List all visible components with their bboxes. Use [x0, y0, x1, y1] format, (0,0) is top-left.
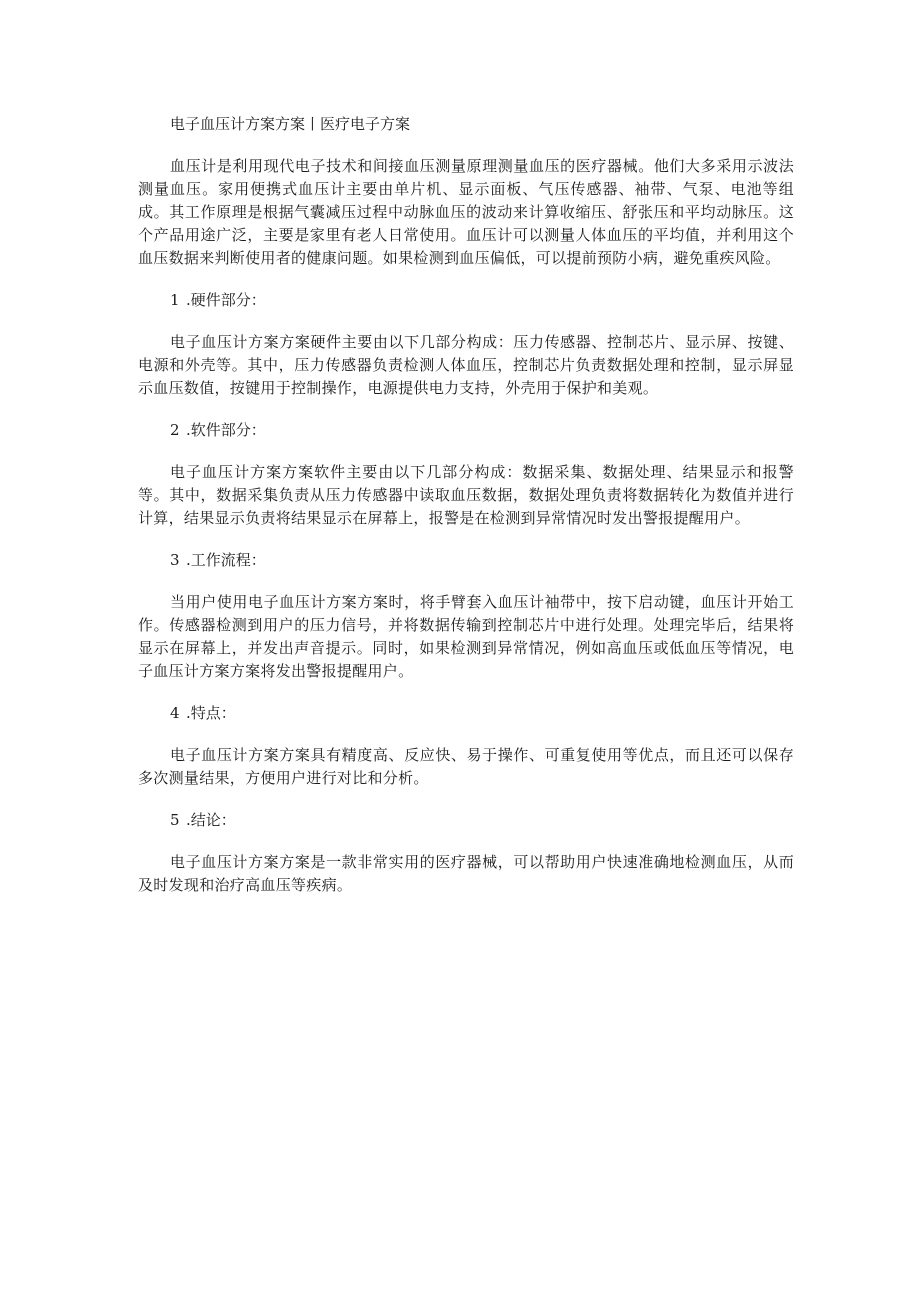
- section-heading-text: .软件部分：: [186, 421, 266, 439]
- document-body: [138, 113, 794, 916]
- section-number: 2: [170, 421, 180, 439]
- section-heading-workflow: [138, 549, 794, 572]
- section-heading-software: [138, 419, 794, 442]
- section-body-conclusion: 电子血压计方案方案是一款非常实用的医疗器械，可以帮助用户快速准确地检测血压，从而及时发现和治疗高血压等疾病。: [138, 853, 794, 894]
- section-heading-features: [138, 702, 794, 725]
- section-number: 4: [170, 704, 180, 722]
- section-heading-conclusion: [138, 809, 794, 832]
- intro-paragraph: 血压计是利用现代电子技术和间接血压测量原理测量血压的医疗器械。他们大多采用示波法测量血压。家用便携式血压计主要由单片机、显示面板、气压传感器、袖带、气泵、电池等组成。其工作原理是根据气囊减压过程中动脉血压的波动来计算收缩压、舒张压和平均动脉压。这个产品用途广泛，主要是家里有老人日常使用。血压计可以测量人体血压的平均值，并利用这个血压数据来判断使用者的健康问题。如果检测到血压偏低，可以提前预防小病，避免重疾风险。: [138, 157, 794, 267]
- section-heading-text: .硬件部分：: [186, 291, 266, 309]
- section-number: 5: [170, 811, 180, 829]
- section-heading-text: .结论：: [186, 811, 236, 829]
- section-number: 3: [170, 551, 180, 569]
- section-body-features: 电子血压计方案方案具有精度高、反应快、易于操作、可重复使用等优点，而且还可以保存多次测量结果，方便用户进行对比和分析。: [138, 746, 794, 787]
- section-number: 1: [170, 291, 180, 309]
- document-title: 电子血压计方案方案丨医疗电子方案: [170, 115, 411, 133]
- section-heading-text: .特点：: [186, 704, 236, 722]
- section-heading-hardware: [138, 289, 794, 312]
- section-heading-text: .工作流程：: [186, 551, 266, 569]
- section-body-software: 电子血压计方案方案软件主要由以下几部分构成：数据采集、数据处理、结果显示和报警等。其中，数据采集负责从压力传感器中读取血压数据，数据处理负责将数据转化为数值并进行计算，结果显示负责将结果显示在屏幕上，报警是在检测到异常情况时发出警报提醒用户。: [138, 463, 794, 527]
- section-body-hardware: 电子血压计方案方案硬件主要由以下几部分构成：压力传感器、控制芯片、显示屏、按键、电源和外壳等。其中，压力传感器负责检测人体血压，控制芯片负责数据处理和控制，显示屏显示血压数值，按键用于控制操作，电源提供电力支持，外壳用于保护和美观。: [138, 333, 794, 397]
- section-body-workflow: 当用户使用电子血压计方案方案时，将手臂套入血压计袖带中，按下启动键，血压计开始工作。传感器检测到用户的压力信号，并将数据传输到控制芯片中进行处理。处理完毕后，结果将显示在屏幕上，并发出声音提示。同时，如果检测到异常情况，例如高血压或低血压等情况，电子血压计方案方案将发出警报提醒用户。: [138, 593, 794, 680]
